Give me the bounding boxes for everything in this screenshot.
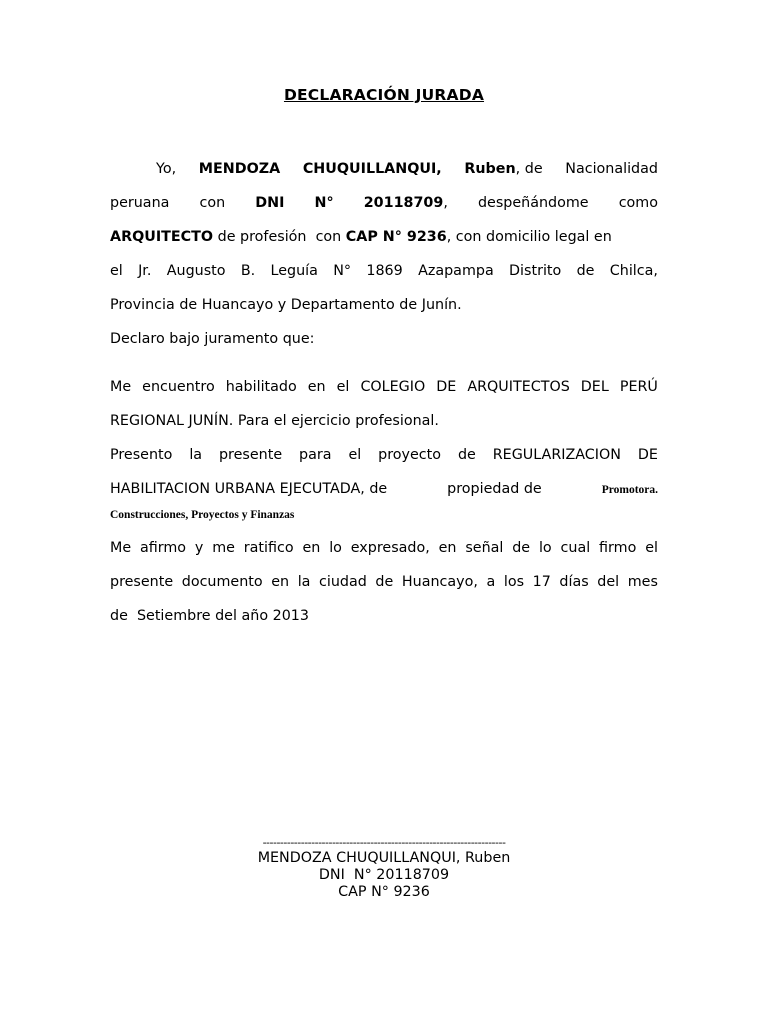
document-title: DECLARACIÓN JURADA xyxy=(283,86,485,104)
justified-word: lo xyxy=(538,540,552,556)
justified-word: días xyxy=(559,574,589,590)
justified-word: DE xyxy=(436,379,457,395)
justified-word: el xyxy=(348,447,362,463)
justified-word: afirmo xyxy=(139,540,187,556)
justified-word: ciudad xyxy=(319,574,367,590)
justified-word: el xyxy=(645,540,658,556)
p1-word: con xyxy=(199,195,226,211)
p5-line-1 xyxy=(110,531,658,565)
p1-word: Nacionalidad xyxy=(565,161,658,177)
justified-word: el xyxy=(110,263,123,279)
justified-word: Huancayo, xyxy=(401,574,478,590)
p1-line-1 xyxy=(110,152,658,186)
dni-label: DNI xyxy=(255,195,285,211)
paragraph-declaration-intro: Declaro bajo juramento que: xyxy=(110,331,315,347)
justified-word: el xyxy=(336,379,350,395)
declarant-surname-1: MENDOZA xyxy=(198,161,281,177)
justified-word: lo xyxy=(329,540,342,556)
p5-line-2 xyxy=(110,565,658,599)
justified-word: de xyxy=(457,447,476,463)
justified-word: habilitado xyxy=(225,379,297,395)
justified-word: la xyxy=(189,447,203,463)
p1-word: , xyxy=(443,195,448,211)
paragraph-declarant xyxy=(110,152,658,322)
dni-number: 20118709 xyxy=(363,195,444,211)
justified-word: presente xyxy=(110,574,174,590)
justified-word: PERÚ xyxy=(619,379,658,395)
justified-word: Distrito xyxy=(509,263,562,279)
justified-word: REGULARIZACION xyxy=(492,447,621,463)
justified-word: señal xyxy=(465,540,504,556)
profession: ARQUITECTO xyxy=(110,229,214,245)
signature-block xyxy=(0,836,768,901)
justified-word: en xyxy=(438,540,457,556)
p1-word: despeñándome xyxy=(477,195,589,211)
signature-dni: DNI N° 20118709 xyxy=(318,867,450,883)
justified-word: ARQUITECTOS xyxy=(467,379,570,395)
document-body xyxy=(110,152,658,633)
justified-word: 17 xyxy=(532,574,551,590)
p1-line-3 xyxy=(110,220,658,254)
justified-word: expresado, xyxy=(350,540,430,556)
justified-word: de xyxy=(512,540,531,556)
justified-word: Me xyxy=(110,540,132,556)
p1-word: Yo, xyxy=(156,161,177,177)
justified-word: en xyxy=(271,574,290,590)
p5-line-3: de Setiembre del año 2013 xyxy=(110,608,309,624)
paragraph-affirmation xyxy=(110,531,658,633)
p4-line-2 xyxy=(110,472,658,507)
p1-text: , con domicilio legal en xyxy=(446,229,612,245)
paragraph-habilitation xyxy=(110,370,658,438)
justified-word: N° xyxy=(333,263,352,279)
justified-word: para xyxy=(299,447,332,463)
signature-line: ---------------------------------------------------------------------- xyxy=(262,836,506,849)
p4-text: propiedad de xyxy=(447,481,542,497)
p1-text: de profesión con xyxy=(213,229,346,245)
p1-line-4 xyxy=(110,254,658,288)
justified-word: cual xyxy=(560,540,591,556)
justified-word: COLEGIO xyxy=(360,379,426,395)
justified-word: Leguía xyxy=(270,263,318,279)
p4-line-3 xyxy=(110,504,658,525)
justified-word: me xyxy=(212,540,235,556)
p4-text: HABILITACION URBANA EJECUTADA, de xyxy=(110,481,388,497)
p1-line-5: Provincia de Huancayo y Departamento de Junín. xyxy=(110,297,462,313)
justified-word: Me xyxy=(110,379,132,395)
signature-name: MENDOZA CHUQUILLANQUI, Ruben xyxy=(257,850,511,866)
declarant-surname-2: CHUQUILLANQUI, xyxy=(302,161,442,177)
justified-word: DEL xyxy=(580,379,609,395)
justified-word: la xyxy=(297,574,311,590)
justified-word: Presento xyxy=(110,447,173,463)
justified-word: en xyxy=(302,540,321,556)
p1-word: , de xyxy=(515,161,543,177)
cap-number: CAP N° 9236 xyxy=(345,229,447,245)
paragraph-project xyxy=(110,438,658,525)
spacer xyxy=(110,356,658,370)
justified-word: y xyxy=(194,540,204,556)
justified-word: B. xyxy=(240,263,256,279)
justified-word: a xyxy=(486,574,496,590)
owner-name-part-2: Construcciones, Proyectos y Finanzas xyxy=(110,509,295,521)
justified-word: Chilca, xyxy=(609,263,658,279)
p4-line-1 xyxy=(110,438,658,472)
justified-word: documento xyxy=(181,574,263,590)
dni-number-sign: N° xyxy=(314,195,334,211)
justified-word: del xyxy=(597,574,620,590)
justified-word: 1869 xyxy=(366,263,403,279)
justified-word: encuentro xyxy=(142,379,215,395)
justified-word: en xyxy=(307,379,326,395)
justified-word: Jr. xyxy=(138,263,152,279)
justified-word: proyecto xyxy=(378,447,442,463)
signature-cap: CAP N° 9236 xyxy=(338,884,430,900)
justified-word: presente xyxy=(218,447,283,463)
justified-word: de xyxy=(375,574,394,590)
justified-word: mes xyxy=(627,574,658,590)
p1-word: peruana xyxy=(110,195,170,211)
justified-word: Augusto xyxy=(166,263,226,279)
justified-word: de xyxy=(576,263,595,279)
owner-name-part-1: Promotora. xyxy=(601,484,658,496)
p3-line-2: REGIONAL JUNÍN. Para el ejercicio profesional. xyxy=(110,413,439,429)
declarant-given-name: Ruben xyxy=(464,161,516,177)
justified-word: los xyxy=(503,574,525,590)
justified-word: Azapampa xyxy=(418,263,494,279)
p3-line-1 xyxy=(110,370,658,404)
justified-word: firmo xyxy=(599,540,637,556)
justified-word: ratifico xyxy=(243,540,294,556)
justified-word: DE xyxy=(637,447,658,463)
p1-word: como xyxy=(618,195,658,211)
p1-line-2 xyxy=(110,186,658,220)
